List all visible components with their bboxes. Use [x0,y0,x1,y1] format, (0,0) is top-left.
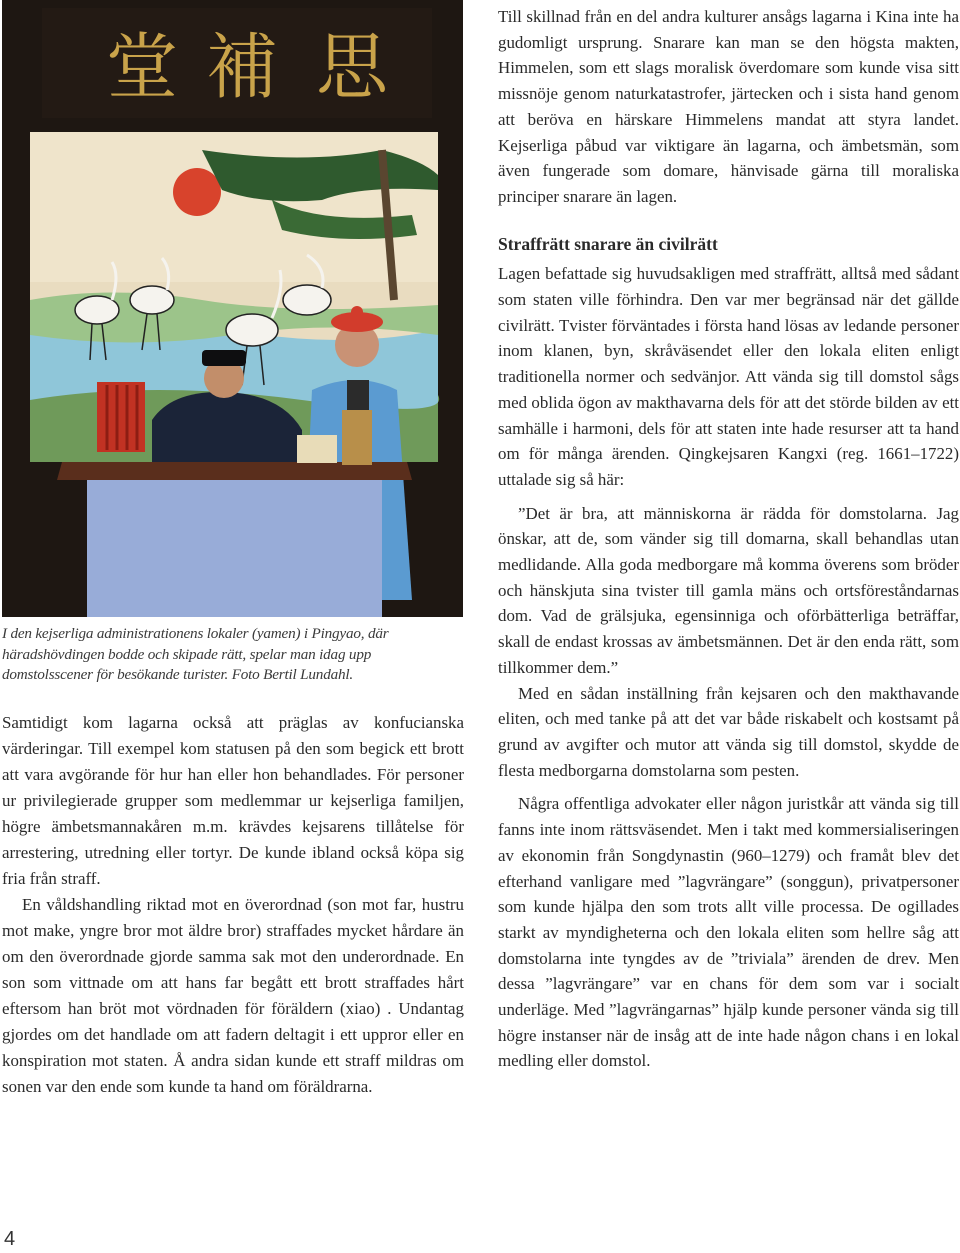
page-number: 4 [4,1228,16,1250]
courtroom-scene-illustration [2,0,463,617]
left-paragraph-1: Samtidigt kom lagarna också att präglas av konfucianska värderingar. Till exempel kom statusen på den som begick ett brott att vara avgörande för hur han eller hon behandlades. För personer ur privilegierade grupper som medlemmar ur kejserliga familjen, högre ämbetsmannakåren m.m. krävdes kejsarens tillåtelse för arrestering, utredning eller tortyr. De kunde ibland också köpa sig fria från straff. [2,713,464,888]
right-paragraph-3: Några offentliga advokater eller någon juristkår att vända sig till fanns inte inom rättsväsendet. Men i takt med kommersialiseringen av ekonomin från Songdynastin (960–1279) och framåt blev det efterhand vanligare med ”lagvrängare” (songgun), privatpersoner som kunde hjälpa den som trots allt ville processa. De ogillades starkt av myndigheterna och den lokala eliten som hellre såg att domstolarna inte tyngdes av de ”triviala” ärenden de drev. Men dessa ”lagvrängare” var en chans för dem som var i socialt underläge. Med ”lagvrängarnas” hjälp kunde personer vända sig till högre instanser när de insåg att de inte hade någon chans i en lokal medling eller domstol. [498,794,959,1071]
sign-char-3: 思 [315,25,389,109]
right-column [498,4,959,1074]
photo-caption: I den kejserliga administrationens lokaler (yamen) i Pingyao, där häradshövdingen bodde och skipade rätt, spelar man idag upp domstolsscener för besökande turister. Foto Bertil Lundahl. [2,625,389,683]
sign-char-2: 補 [205,25,279,109]
kangxi-quote: ”Det är bra, att människorna är rädda för domstolarna. Jag önskar, att de, som vänder sig till domarna, skall behandlas utan medlidande. Alla goda medborgare må komma överens som bröder och hänskjuta sina tvister till gamla mäns och ortsföreståndarnas dom. Vad de grälsjuka, egensinniga och oförbätterliga beträffar, skall de endast krossas av ämbetsmännen. Det är den enda rätt, som tillkommer dem.” [498,503,959,677]
right-paragraph-2: Med en sådan inställning från kejsaren och den makthavande eliten, och med tanke på att det var både riskabelt och kostsamt på grund av avgifter och mutor att vända sig till domstol, skydde de flesta medborgarna domstolarna som pesten. [498,683,959,780]
left-column [2,710,464,1100]
section-heading: Straffrätt snarare än civilrätt [498,233,718,254]
sign-char-1: 堂 [105,25,179,109]
courtroom-photo [2,0,463,617]
sun-shape [173,168,221,216]
desk-cloth [87,480,382,617]
right-paragraph-1: Lagen befattade sig huvudsakligen med straffrätt, alltså med sådant som staten ville förhindra. Den var mer begränsad när det gällde civilrätt. Tvister förväntades i första hand lösas av ledande personer inom klanen, byn, skråväsendet eller den lokala eliten enligt traditionella normer och sedvänjor. Att vända sig till domstol sågs med oblida ögon av makthavarna dels för att det störde bilden av ett samhälle i harmoni, dels för att staten inte hade resurser att ta hand om för många ärenden. Qingkejsaren Kangxi (reg. 1661–1722) uttalade sig så här: [498,264,959,489]
left-paragraph-2: En våldshandling riktad mot en överordnad (son mot far, hustru mot make, yngre bror mot äldre bror) straffades mycket hårdare än om den överordnade gjorde samma sak mot den underordnade. En son som vittnade om att hans far begått ett brott straffades hårt eftersom han bröt mot vördnaden för föräldern (xiao) . Undantag gjordes om det handlade om att fadern deltagit i ett uppror eller en konspiration mot staten. Å andra sidan kunde ett straff mildras om sonen var den ende som kunde ta hand om föräldrarna. [2,895,464,1096]
right-intro-paragraph: Till skillnad från en del andra kulturer ansågs lagarna i Kina inte ha gudomligt ursprung. Snarare kan man se den högsta makten, Himmelen, som ett slags moralisk överdomare som kunde visa sitt missnöje genom naturkatastrofer, järtecken och i sista hand genom att beröva en härskare Himmelens mandat att styra landet. Kejserliga påbud var viktigare än lagarna, och ämbetsmän, som även fungerade som domare, hänvisade gärna till moraliska principer snarare än lagen. [498,7,959,206]
